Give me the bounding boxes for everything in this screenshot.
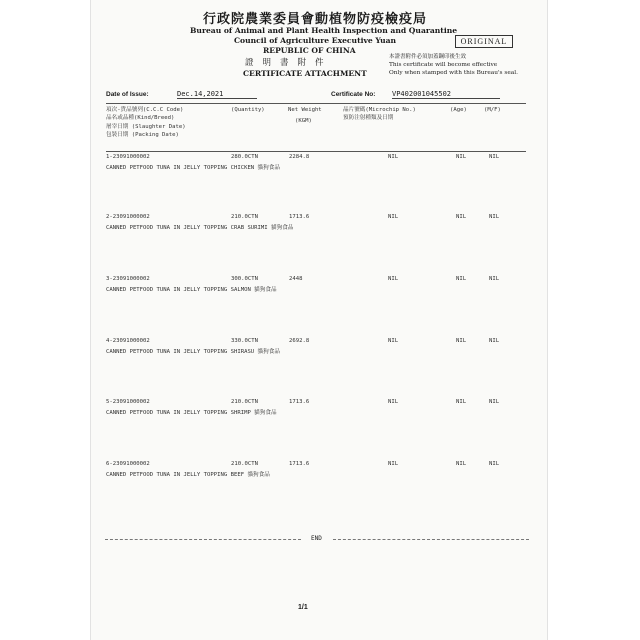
certificate-page	[90, 0, 548, 640]
item-weight: 2284.8	[289, 154, 310, 160]
item-description: CANNED PETFOOD TUNA IN JELLY TOPPING CRAB SURIMI 貓狗食品	[106, 225, 294, 231]
column-header-weight-line1: Net Weight	[288, 107, 322, 113]
item-age: NIL	[456, 338, 467, 344]
item-microchip: NIL	[388, 276, 399, 282]
item-microchip: NIL	[388, 154, 399, 160]
item-age: NIL	[456, 399, 467, 405]
certificate-chinese-title: 證明書附件	[245, 58, 333, 68]
column-header-microchip-line1: 晶片號碼(Microchip No.)	[343, 107, 416, 113]
item-sex: NIL	[489, 399, 500, 405]
item-microchip: NIL	[388, 338, 399, 344]
item-weight: 1713.6	[289, 461, 310, 467]
item-quantity: 300.0CTN	[231, 276, 258, 282]
item-sex: NIL	[489, 338, 500, 344]
column-header-weight-unit: (KGM)	[295, 118, 312, 125]
item-description: CANNED PETFOOD TUNA IN JELLY TOPPING SHIRASU 貓狗食品	[106, 349, 280, 355]
column-header-packing-line: 包裝日期 (Packing Date)	[106, 131, 179, 138]
seal-note-english-line1: This certificate will become effective	[389, 62, 498, 68]
item-microchip: NIL	[388, 214, 399, 220]
seal-note-chinese: 本證書附件必須加蓋鋼印後生效	[389, 54, 467, 60]
item-description: CANNED PETFOOD TUNA IN JELLY TOPPING SHRIMP 貓狗食品	[106, 410, 277, 416]
item-sex: NIL	[489, 214, 500, 220]
item-weight: 1713.6	[289, 399, 310, 405]
certificate-number-label: Certificate No:	[331, 91, 376, 98]
table-row	[106, 338, 526, 358]
issue-date-value: Dec.14,2021	[177, 90, 257, 99]
column-header-sex: (M/F)	[484, 107, 501, 113]
item-quantity: 280.0CTN	[231, 154, 258, 160]
bureau-english-title: Bureau of Animal and Plant Health Inspection and Quarantine	[190, 26, 458, 35]
item-quantity: 210.0CTN	[231, 214, 258, 220]
seal-note-english-line2: Only when stamped with this Bureau's seal.	[389, 70, 518, 76]
item-sex: NIL	[489, 461, 500, 467]
certificate-attachment-title: CERTIFICATE ATTACHMENT	[243, 69, 367, 78]
item-code: 5-23091000002	[106, 399, 150, 405]
issue-date-label: Date of Issue:	[106, 91, 149, 98]
item-microchip: NIL	[388, 399, 399, 405]
certificate-number-value: VP402001045502	[392, 90, 500, 99]
column-header-vaccination-line: 預防注射種類及日期	[343, 115, 394, 122]
item-weight: 2692.8	[289, 338, 310, 344]
table-row	[106, 214, 526, 234]
item-age: NIL	[456, 214, 467, 220]
table-row	[106, 461, 526, 481]
table-row	[106, 399, 526, 419]
page-number: 1/1	[298, 604, 308, 611]
column-header-microchip	[343, 106, 416, 123]
column-header-code-line: 項次-貨品號列(C.C.C Code)	[106, 107, 184, 113]
table-row	[106, 154, 526, 174]
bureau-chinese-title: 行政院農業委員會動植物防疫檢疫局	[203, 12, 428, 27]
item-weight: 1713.6	[289, 214, 310, 220]
item-quantity: 330.0CTN	[231, 338, 258, 344]
item-code: 4-23091000002	[106, 338, 150, 344]
council-title: Council of Agriculture Executive Yuan	[234, 36, 397, 45]
item-quantity: 210.0CTN	[231, 399, 258, 405]
item-quantity: 210.0CTN	[231, 461, 258, 467]
item-weight: 2448	[289, 276, 303, 282]
item-age: NIL	[456, 276, 467, 282]
item-age: NIL	[456, 461, 467, 467]
item-sex: NIL	[489, 154, 500, 160]
end-marker: END	[311, 535, 322, 542]
item-description: CANNED PETFOOD TUNA IN JELLY TOPPING CHICKEN 貓狗食品	[106, 165, 280, 171]
item-sex: NIL	[489, 276, 500, 282]
column-header-age: (Age)	[450, 107, 467, 113]
item-code: 6-23091000002	[106, 461, 150, 467]
column-header-quantity: (Quantity)	[231, 107, 265, 113]
column-header-slaughter-line: 屠宰日期 (Slaughter Date)	[106, 123, 186, 130]
item-code: 3-23091000002	[106, 276, 150, 282]
header-top-rule	[106, 103, 526, 104]
end-marker-line	[105, 535, 529, 543]
column-header-weight	[288, 106, 322, 126]
end-dash-left	[105, 539, 301, 540]
item-description: CANNED PETFOOD TUNA IN JELLY TOPPING SALMON 貓狗食品	[106, 287, 277, 293]
table-row	[106, 276, 526, 296]
item-description: CANNED PETFOOD TUNA IN JELLY TOPPING BEEF 貓狗食品	[106, 472, 270, 478]
issue-info-row	[106, 90, 534, 102]
item-microchip: NIL	[388, 461, 399, 467]
original-stamp: ORIGINAL	[455, 35, 513, 48]
header-bottom-rule	[106, 151, 526, 152]
item-code: 1-23091000002	[106, 154, 150, 160]
republic-title: REPUBLIC OF CHINA	[263, 46, 356, 55]
column-header-code	[106, 106, 186, 139]
item-age: NIL	[456, 154, 467, 160]
end-dash-right	[333, 539, 529, 540]
column-header-kind-line: 品名或品種(Kind/Breed)	[106, 115, 175, 122]
item-code: 2-23091000002	[106, 214, 150, 220]
